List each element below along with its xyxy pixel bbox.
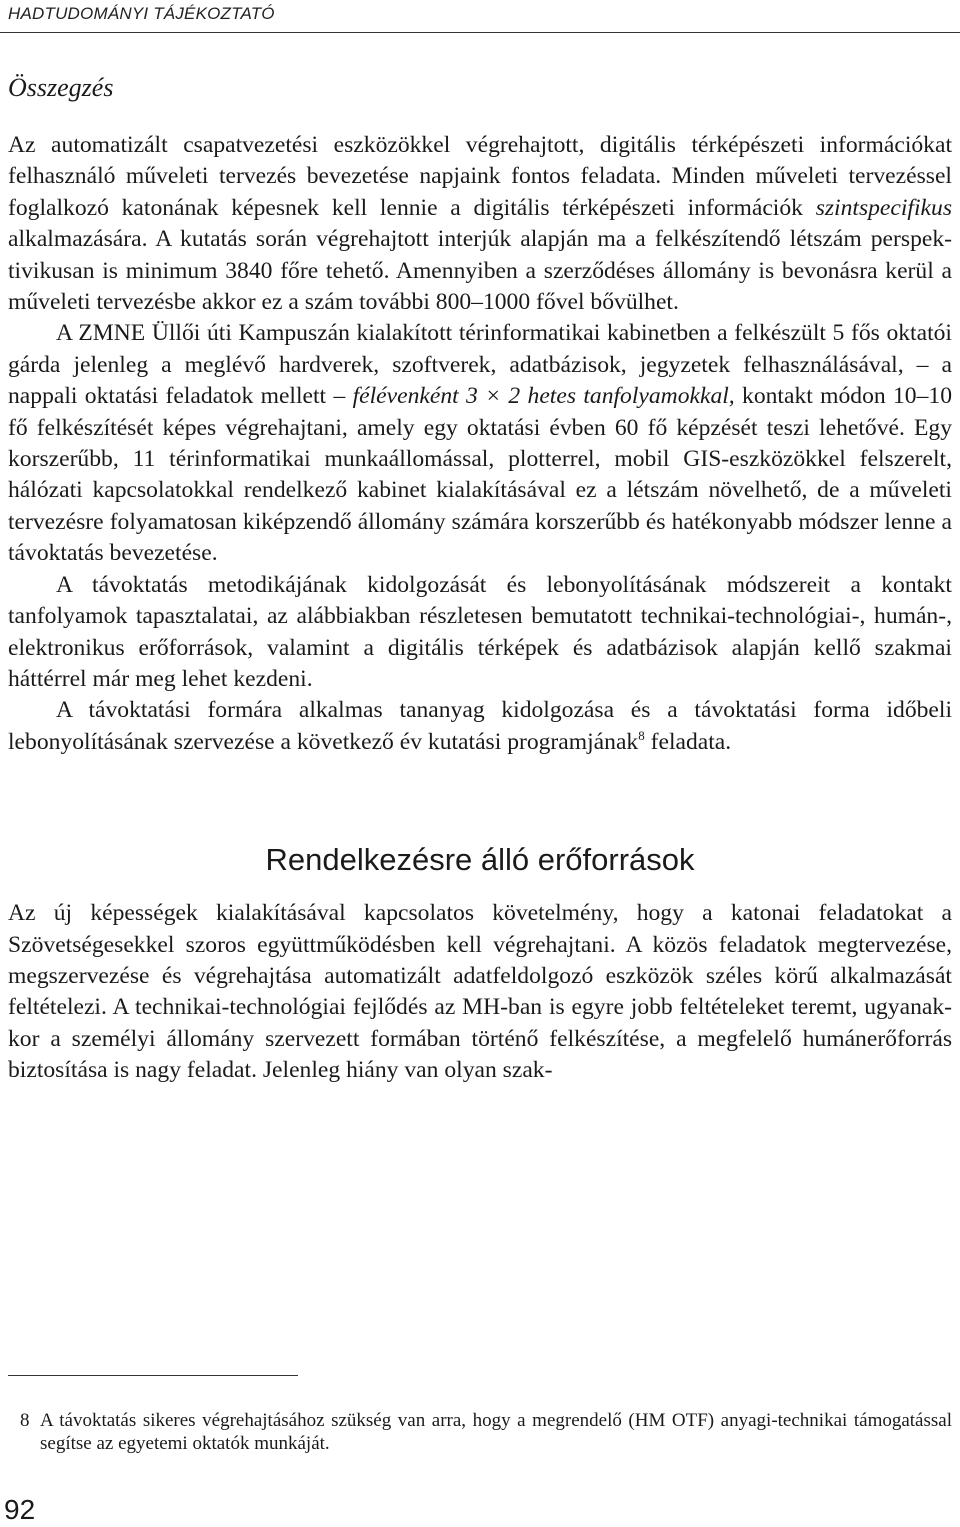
page-number: 92 (4, 1494, 36, 1525)
summary-paragraph-1 (8, 130, 952, 318)
summary-paragraph-4 (8, 695, 952, 758)
footnote-reference[interactable]: 8 (638, 727, 645, 743)
footnote-rule (8, 1375, 298, 1376)
summary-p4-text-b: feladata. (644, 728, 732, 755)
summary-p1-emphasis: szintspecifikus (815, 194, 952, 221)
summary-p2-emphasis: félévenként 3 × 2 hetes tanfolyamokkal, (352, 383, 735, 410)
footnote-text: A távoktatás sikeres végrehajtásához szükség van arra, hogy a megrendelő (HM OTF) anyagi-technikai támogatással segítse az egyetemi oktatók munkáját. (40, 1410, 952, 1454)
header-rule (0, 32, 960, 33)
summary-title: Összegzés (8, 73, 114, 102)
summary-p2-text-a: A ZMNE Üllői úti Kampuszán kialakított térinformatikai kabinetben a felkészült 5 fős oktatói gárda jelenleg a meglévő hardverek, szoftverek, adatbázisok, jegyzetek felhasználásával, – a nappali oktatási feladatok mellett – (8, 320, 952, 410)
footnote (8, 1409, 952, 1455)
resources-heading: Rendelkezésre álló erőforrások (265, 842, 695, 878)
resources-paragraph-1: Az új képességek kialakításával kapcsolatos követelmény, hogy a katonai feladatokat a Szövetségesekkel szoros együttműködésben kell végrehajtani. A közös feladatok megtervezése, megszervezése és végrehajtása automatizált adatfeldolgozó eszközök széles körű alkalmazását feltételezi. A technikai-technológiai fejlődés az MH-ban is egyre jobb feltételeket teremt, ugyanakkor a személyi állomány szervezett formában történő felkészítése, a megfelelő humánerőforrás biztosítása is nagy feladat. Jelenleg hiány van olyan szak- (8, 900, 952, 1084)
running-header: HADTUDOMÁNYI TÁJÉKOZTATÓ (8, 4, 275, 23)
summary-p4-text-a: A távoktatási formára alkalmas tananyag kidolgozása és a távoktatási forma időbeli lebonyolításának szervezése a következő év kutatási programjának (8, 697, 952, 755)
summary-paragraph-2 (8, 318, 952, 569)
summary-p1-text-a: Az automatizált csapatvezetési eszközökkel végrehajtott, digitális térképészeti információkat felhasználó műveleti tervezés bevezetése napjaink fontos feladata. Minden műveleti tervezéssel foglalkozó katonának képesnek kell lennie a digitális térképészeti információk (8, 132, 952, 221)
page-content (8, 68, 952, 1087)
summary-paragraph-3: A távoktatás metodikájának kidolgozását és lebonyolításának módszereit a kontakt tanfolyamok tapasztalatai, az alábbiakban részletesen bemutatott technikai-technológiai-, humán-, elektronikus erőforrások, valamint a digitális térképek és adatbázisok alapján kellő szakmai háttérrel már meg lehet kezdeni. (8, 571, 952, 692)
summary-p1-text-b: alkalmazására. A kutatás során végrehajtott interjúk alapján ma a felkészítendő létszám perspektivikusan is minimum 3840 főre tehető. Amennyiben a szerződéses állomány is bevonásra kerül a műveleti tervezésbe akkor ez a szám további 800–1000 fővel bővülhet. (8, 226, 952, 316)
footnote-number: 8 (20, 1410, 30, 1431)
summary-p2-text-b: kontakt módon 10–10 fő felkészítését képes végrehajtani, amely egy oktatási évben 60 fő képzését teszi lehetővé. Egy korszerűbb, 11 térinformatikai munkaállomással, plotterrel, mobil GIS-eszközökkel felszerelt, hálózati kapcsolatokkal rendelkező kabinet kialakításával ez a létszám növelhető, de a műveleti tervezésre folyamatosan kiképzendő állomány számára korszerűbb és hatékonyabb módszer lenne a távoktatás bevezetése. (8, 383, 952, 567)
